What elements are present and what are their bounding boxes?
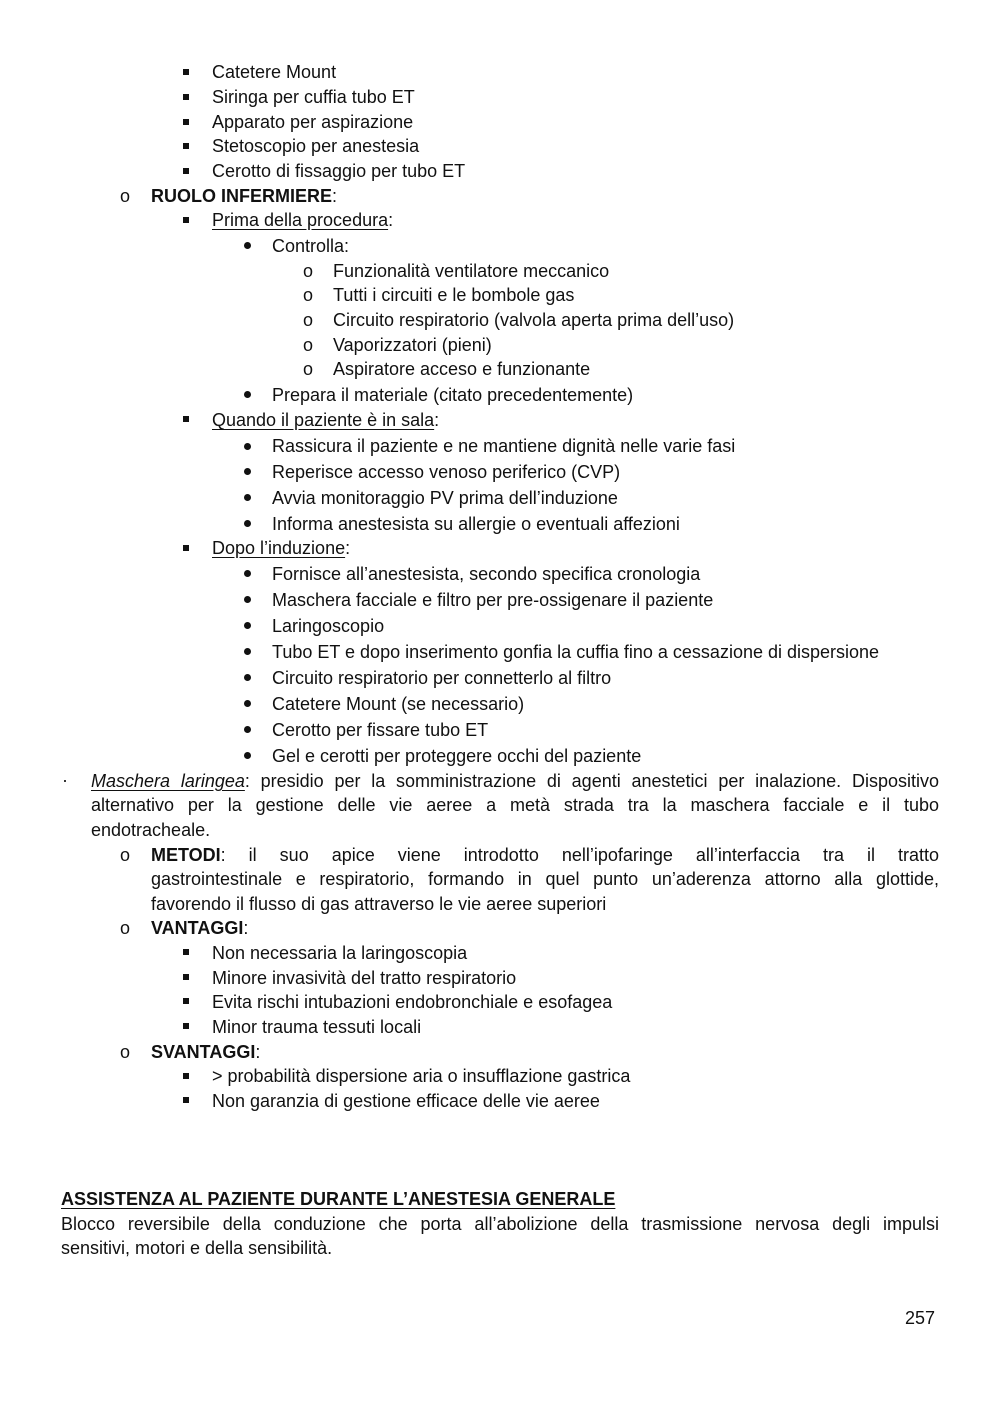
list-item: Stetoscopio per anestesia — [212, 136, 420, 156]
list-item: Evita rischi intubazioni endobronchiale e esofagea — [212, 992, 613, 1012]
list-item: Gel e cerotti per proteggere occhi del paziente — [272, 746, 642, 766]
square-bullet — [183, 119, 189, 125]
circle-bullet: o — [303, 335, 314, 355]
list-item: Minore invasività del tratto respiratorio — [212, 968, 517, 988]
small-bullet: · — [62, 770, 68, 790]
dot-bullet — [244, 596, 251, 603]
dot-bullet — [244, 520, 251, 527]
metodi-line-2: gastrointestinale e respiratorio, formando in quel punto un’aderenza attorno alla glottide, — [151, 869, 939, 889]
dot-bullet — [244, 242, 251, 249]
circle-bullet: o — [303, 285, 314, 305]
metodi-title: METODI — [151, 845, 221, 865]
dot-bullet — [244, 726, 251, 733]
square-bullet — [183, 998, 189, 1004]
list-item: > probabilità dispersione aria o insufflazione gastrica — [212, 1066, 631, 1086]
square-bullet — [183, 416, 189, 422]
maschera-line-3: endotracheale. — [91, 820, 211, 840]
metodi-line-3: favorendo il flusso di gas attraverso le vie aeree superiori — [151, 894, 607, 914]
dot-bullet — [244, 570, 251, 577]
maschera-line-1 — [91, 769, 939, 793]
dopo-colon: : — [345, 538, 351, 558]
prima-colon: : — [388, 210, 394, 230]
maschera-text-1: : presidio per la somministrazione di agenti anestetici per inalazione. Dispositivo — [244, 771, 939, 791]
dopo-label: Dopo l’induzione — [212, 538, 346, 558]
list-item: Minor trauma tessuti locali — [212, 1017, 422, 1037]
list-item: Rassicura il paziente e ne mantiene dignità nelle varie fasi — [272, 436, 736, 456]
square-bullet — [183, 974, 189, 980]
list-item: Aspiratore acceso e funzionante — [333, 359, 591, 379]
list-item: Circuito respiratorio (valvola aperta prima dell’uso) — [333, 310, 735, 330]
page-number: 257 — [905, 1308, 936, 1328]
square-bullet — [183, 545, 189, 551]
dot-bullet — [244, 443, 251, 450]
prima-label: Prima della procedura — [212, 210, 389, 230]
circle-bullet: o — [120, 1042, 131, 1062]
svantaggi-title: SVANTAGGI — [151, 1042, 256, 1062]
controlla-label: Controlla: — [272, 236, 350, 256]
square-bullet — [183, 217, 189, 223]
list-item: Funzionalità ventilatore meccanico — [333, 261, 610, 281]
prima-heading — [212, 208, 393, 232]
list-item: Cerotto di fissaggio per tubo ET — [212, 161, 466, 181]
maschera-line-2: alternativo per la gestione delle vie aeree a metà strada tra la maschera facciale e il tubo — [91, 795, 939, 815]
list-item: Prepara il materiale (citato precedentemente) — [272, 385, 634, 405]
list-item: Tubo ET e dopo inserimento gonfia la cuffia fino a cessazione di dispersione — [272, 642, 880, 662]
dot-bullet — [244, 494, 251, 501]
dot-bullet — [244, 648, 251, 655]
dopo-heading — [212, 536, 350, 560]
vantaggi-heading — [151, 916, 248, 940]
square-bullet — [183, 69, 189, 75]
section-text-line-2: sensitivi, motori e della sensibilità. — [61, 1238, 333, 1258]
quando-label: Quando il paziente è in sala — [212, 410, 435, 430]
list-item: Apparato per aspirazione — [212, 112, 414, 132]
metodi-text-1: : il suo apice viene introdotto nell’ipofaringe all’interfaccia tra il tratto — [220, 845, 939, 865]
dot-bullet — [244, 700, 251, 707]
vantaggi-title: VANTAGGI — [151, 918, 244, 938]
circle-bullet: o — [120, 186, 131, 206]
list-item: Fornisce all’anestesista, secondo specifica cronologia — [272, 564, 701, 584]
dot-bullet — [244, 674, 251, 681]
list-item: Reperisce accesso venoso periferico (CVP) — [272, 462, 621, 482]
square-bullet — [183, 168, 189, 174]
quando-heading — [212, 408, 439, 432]
circle-bullet: o — [120, 918, 131, 938]
metodi-line-1 — [151, 843, 939, 867]
list-item: Non necessaria la laringoscopia — [212, 943, 468, 963]
square-bullet — [183, 1023, 189, 1029]
list-item: Circuito respiratorio per connetterlo al filtro — [272, 668, 612, 688]
ruolo-colon: : — [332, 186, 338, 206]
maschera-term: Maschera laringea — [91, 771, 245, 791]
list-item: Vaporizzatori (pieni) — [333, 335, 492, 355]
dot-bullet — [244, 622, 251, 629]
list-item: Tutti i circuiti e le bombole gas — [333, 285, 575, 305]
square-bullet — [183, 949, 189, 955]
dot-bullet — [244, 391, 251, 398]
square-bullet — [183, 1073, 189, 1079]
list-item: Catetere Mount (se necessario) — [272, 694, 525, 714]
list-item: Laringoscopio — [272, 616, 385, 636]
svantaggi-colon: : — [255, 1042, 261, 1062]
list-item: Non garanzia di gestione efficace delle vie aeree — [212, 1091, 600, 1111]
list-item: Cerotto per fissare tubo ET — [272, 720, 489, 740]
section-heading: ASSISTENZA AL PAZIENTE DURANTE L’ANESTESIA GENERALE — [61, 1189, 616, 1209]
svantaggi-heading — [151, 1040, 260, 1064]
dot-bullet — [244, 752, 251, 759]
ruolo-heading — [151, 184, 337, 208]
square-bullet — [183, 143, 189, 149]
section-text-line-1: Blocco reversibile della conduzione che porta all’abolizione della trasmissione nervosa degli impulsi — [61, 1214, 939, 1234]
dot-bullet — [244, 468, 251, 475]
vantaggi-colon: : — [243, 918, 249, 938]
list-item: Informa anestesista su allergie o eventuali affezioni — [272, 514, 680, 534]
circle-bullet: o — [303, 261, 314, 281]
list-item: Avvia monitoraggio PV prima dell’induzione — [272, 488, 618, 508]
list-item: Catetere Mount — [212, 62, 337, 82]
list-item: Siringa per cuffia tubo ET — [212, 87, 415, 107]
square-bullet — [183, 1097, 189, 1103]
circle-bullet: o — [303, 310, 314, 330]
circle-bullet: o — [303, 359, 314, 379]
list-item: Maschera facciale e filtro per pre-ossigenare il paziente — [272, 590, 714, 610]
ruolo-title: RUOLO INFERMIERE — [151, 186, 333, 206]
square-bullet — [183, 94, 189, 100]
quando-colon: : — [434, 410, 440, 430]
circle-bullet: o — [120, 845, 131, 865]
